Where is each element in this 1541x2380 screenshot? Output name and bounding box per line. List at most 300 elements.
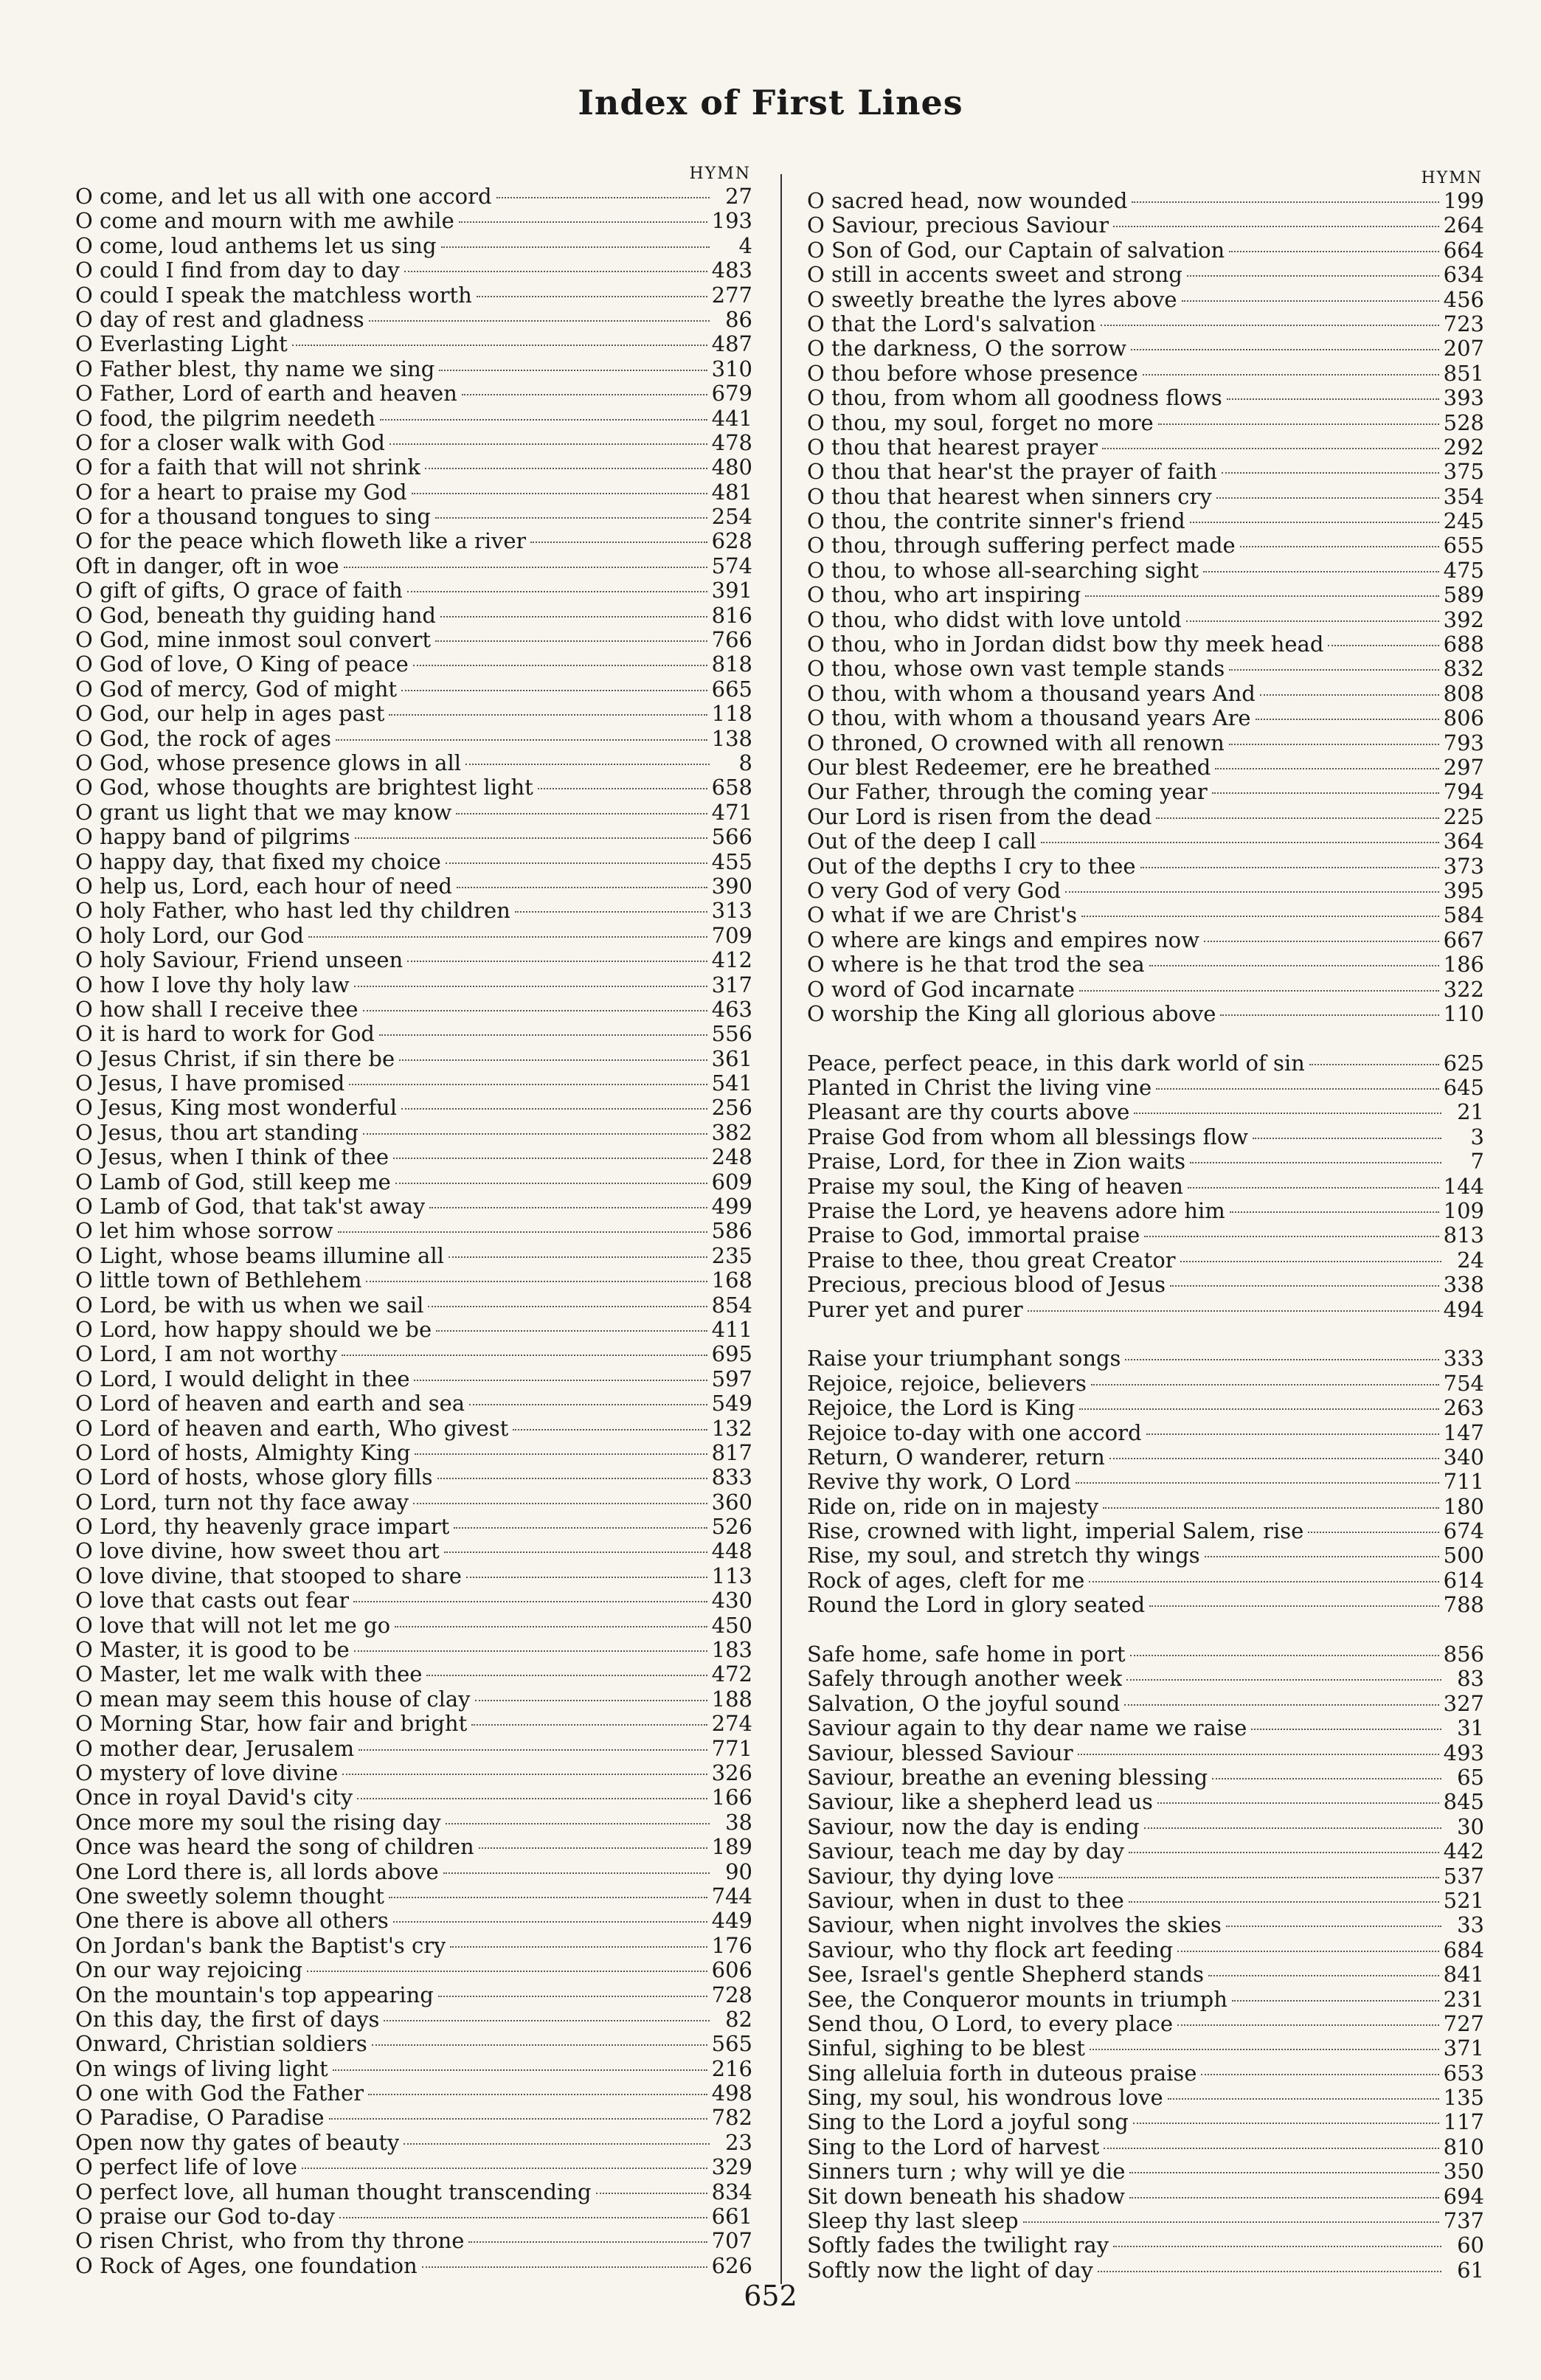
first-line-text: O thou, who didst with love untold: [807, 607, 1182, 632]
hymn-number: 441: [711, 406, 752, 431]
hymn-number: 589: [1443, 583, 1484, 608]
hymn-number: 442: [1443, 1839, 1484, 1864]
dot-leader: [1079, 990, 1439, 992]
first-line-text: Peace, perfect peace, in this dark world of sin: [807, 1051, 1305, 1076]
index-entry: [807, 1002, 1484, 1026]
dot-leader: [1079, 1408, 1438, 1410]
dot-leader: [414, 1380, 707, 1381]
dot-leader: [1132, 201, 1438, 203]
first-line-text: O food, the pilgrim needeth: [75, 406, 375, 431]
first-line-text: O love that casts out fear: [75, 1588, 350, 1613]
index-entry: [75, 1712, 752, 1736]
hymn-number: 27: [725, 184, 752, 209]
hymn-number: 329: [711, 2155, 752, 2180]
dot-leader: [1103, 1507, 1439, 1509]
dot-leader: [413, 665, 707, 666]
hymn-number: 455: [711, 849, 752, 874]
index-entry: [75, 2131, 752, 2155]
hymn-number: 412: [711, 948, 752, 973]
hymn-number: 30: [1457, 1814, 1484, 1839]
index-entry: [807, 829, 1484, 854]
hymn-number: 61: [1457, 2258, 1484, 2283]
first-line-text: O for a faith that will not shrink: [75, 455, 420, 480]
first-line-text: O Jesus, King most wonderful: [75, 1096, 398, 1121]
left-column: [75, 164, 752, 2278]
index-entry: [807, 336, 1484, 361]
hymn-number: 322: [1443, 977, 1484, 1002]
first-line-text: O thou, to whose all-searching sight: [807, 558, 1199, 583]
hymn-number: 360: [711, 1490, 752, 1515]
first-line-text: O risen Christ, who from thy throne: [75, 2229, 465, 2254]
dot-leader: [342, 1355, 707, 1356]
hymn-number: 744: [711, 1883, 752, 1909]
dot-leader: [469, 1404, 707, 1405]
first-line-text: O could I find from day to day: [75, 258, 400, 283]
index-entry: [75, 1737, 752, 1761]
hymn-number: 110: [1443, 1001, 1484, 1026]
first-line-text: O thou, from whom all goodness flows: [807, 386, 1222, 411]
first-line-text: Salvation, O the joyful sound: [807, 1691, 1121, 1716]
hymn-number: 188: [711, 1687, 752, 1712]
index-entry: [807, 1765, 1484, 1790]
dot-leader: [1129, 2197, 1439, 2199]
first-line-text: Praise the Lord, ye heavens adore him: [807, 1199, 1225, 1224]
column-divider: [780, 174, 782, 2284]
page-number: 652: [744, 2280, 797, 2312]
hymn-number: 480: [711, 455, 752, 480]
index-entry: [807, 780, 1484, 804]
index-entry: [807, 1248, 1484, 1273]
first-line-text: O thou, the contrite sinner's friend: [807, 509, 1185, 534]
hymn-number: 235: [711, 1243, 752, 1268]
dot-leader: [1144, 1827, 1441, 1829]
index-entry: [807, 362, 1484, 386]
dot-leader: [457, 887, 707, 888]
index-entry: [807, 2184, 1484, 2209]
dot-leader: [1098, 2271, 1441, 2272]
index-entry: [807, 1100, 1484, 1124]
hymn-number: 754: [1443, 1371, 1484, 1396]
index-entry: [75, 1244, 752, 1268]
hymn-number: 584: [1443, 903, 1484, 928]
hymn-number: 277: [711, 283, 752, 308]
dot-leader: [429, 1207, 707, 1208]
first-line-text: Sing, my soul, his wondrous love: [807, 2086, 1163, 2111]
first-line-text: Praise, Lord, for thee in Zion waits: [807, 1149, 1186, 1175]
index-entry: [75, 1958, 752, 1982]
dot-leader: [1190, 1162, 1441, 1163]
first-line-text: O God of mercy, God of might: [75, 677, 398, 702]
dot-leader: [1149, 965, 1439, 966]
first-line-text: Pleasant are thy courts above: [807, 1100, 1130, 1125]
first-line-text: Our Lord is risen from the dead: [807, 804, 1152, 829]
dot-leader: [1230, 1211, 1439, 1213]
index-entry: [75, 677, 752, 702]
hymn-number: 21: [1457, 1100, 1484, 1125]
dot-leader: [353, 1601, 707, 1602]
index-entry: [807, 879, 1484, 903]
index-entry: [75, 997, 752, 1022]
first-line-text: Sit down beneath his shadow: [807, 2184, 1125, 2209]
hymn-number: 841: [1443, 1962, 1484, 1988]
dot-leader: [1253, 1138, 1441, 1139]
hymn-number: 113: [711, 1563, 752, 1588]
dot-leader: [1222, 472, 1439, 474]
index-entry: [807, 1962, 1484, 1987]
dot-leader: [1232, 2000, 1439, 2002]
dot-leader: [1226, 1926, 1441, 1927]
first-line-text: Praise to thee, thou great Creator: [807, 1248, 1176, 1273]
index-entry: [75, 1539, 752, 1563]
hymn-number: 851: [1443, 361, 1484, 386]
hymn-number: 628: [711, 529, 752, 554]
first-line-text: O the darkness, O the sorrow: [807, 336, 1127, 362]
hymn-number: 456: [1443, 287, 1484, 312]
index-entry: [807, 1223, 1484, 1248]
hymn-number: 655: [1443, 533, 1484, 558]
hymn-number: 138: [711, 726, 752, 751]
first-line-text: Round the Lord in glory seated: [807, 1593, 1146, 1618]
hymn-number: 737: [1443, 2209, 1484, 2234]
dot-leader: [437, 1478, 707, 1479]
hymn-number: 521: [1443, 1888, 1484, 1913]
dot-leader: [1188, 1187, 1439, 1189]
dot-leader: [1212, 792, 1439, 794]
right-entries: [807, 189, 1484, 2283]
hymn-number: 664: [1443, 238, 1484, 263]
first-line-text: Our Father, through the coming year: [807, 780, 1208, 805]
first-line-text: Rejoice, the Lord is King: [807, 1396, 1076, 1421]
hymn-number: 186: [1443, 952, 1484, 978]
hymn-number: 834: [711, 2179, 752, 2204]
hymn-number: 566: [711, 825, 752, 850]
index-entry: [75, 578, 752, 603]
first-line-text: O day of rest and gladness: [75, 307, 364, 332]
dot-leader: [1131, 349, 1439, 350]
page-title: Index of First Lines: [578, 83, 963, 122]
dot-leader: [401, 1108, 707, 1110]
hymn-number: 478: [711, 430, 752, 455]
first-line-text: Saviour, when night involves the skies: [807, 1913, 1222, 1938]
index-entry: [75, 1170, 752, 1194]
first-line-text: O love divine, that stooped to share: [75, 1563, 462, 1588]
first-line-text: O Lord, thy heavenly grace impart: [75, 1515, 450, 1540]
index-entry: [807, 1175, 1484, 1199]
index-entry: [807, 1125, 1484, 1149]
index-entry: [75, 727, 752, 751]
first-line-text: One sweetly solemn thought: [75, 1883, 384, 1909]
dot-leader: [436, 1330, 707, 1332]
dot-leader: [428, 1306, 707, 1307]
hymn-number: 248: [711, 1145, 752, 1170]
hymn-number: 144: [1443, 1174, 1484, 1199]
hymn-number: 166: [711, 1785, 752, 1810]
index-entry: [75, 628, 752, 652]
first-line-text: On Jordan's bank the Baptist's cry: [75, 1933, 446, 1958]
hymn-number: 845: [1443, 1790, 1484, 1815]
first-line-text: Sing to the Lord a joyful song: [807, 2110, 1129, 2135]
first-line-text: O holy Lord, our God: [75, 923, 304, 948]
index-entry: [807, 1346, 1484, 1371]
hymn-number: 695: [711, 1342, 752, 1367]
index-entry: [75, 407, 752, 431]
index-entry: [75, 455, 752, 480]
hymn-number: 373: [1443, 854, 1484, 879]
dot-leader: [1186, 620, 1439, 622]
dot-leader: [333, 2069, 707, 2071]
index-entry: [807, 731, 1484, 755]
dot-leader: [1041, 842, 1439, 843]
first-line-text: O Father blest, thy name we sing: [75, 356, 435, 381]
index-entry: [75, 2106, 752, 2130]
dot-leader: [443, 1872, 710, 1874]
hymn-number: 684: [1443, 1937, 1484, 1962]
index-entry: [807, 608, 1484, 632]
index-entry: [75, 1367, 752, 1391]
dot-leader: [1129, 1901, 1439, 1903]
hymn-number: 816: [711, 603, 752, 628]
dot-leader: [425, 468, 707, 469]
dot-leader: [1251, 1729, 1441, 1730]
hymn-number: 528: [1443, 410, 1484, 435]
first-line-text: Praise God from whom all blessings flow: [807, 1124, 1249, 1149]
first-line-text: On the mountain's top appearing: [75, 1982, 434, 2007]
hymn-number: 33: [1457, 1913, 1484, 1938]
first-line-text: O how shall I receive thee: [75, 997, 359, 1022]
hymn-number: 60: [1457, 2233, 1484, 2258]
first-line-text: Saviour, like a shepherd lead us: [807, 1790, 1153, 1815]
hymn-number: 494: [1443, 1297, 1484, 1322]
section-spacer: [807, 1618, 1484, 1642]
first-line-text: Sing to the Lord of harvest: [807, 2134, 1100, 2159]
index-entry: [807, 1199, 1484, 1223]
first-line-text: O sweetly breathe the lyres above: [807, 287, 1177, 312]
left-entries: [75, 184, 752, 2278]
hymn-number: 180: [1443, 1494, 1484, 1519]
dot-leader: [1144, 1236, 1438, 1237]
hymn-number: 82: [725, 2007, 752, 2032]
index-entry: [807, 657, 1484, 681]
hymn-number: 499: [711, 1194, 752, 1220]
first-line-text: O throned, O crowned with all renown: [807, 730, 1225, 755]
first-line-text: O thou, my soul, forget no more: [807, 410, 1154, 435]
hymn-number: 117: [1443, 2110, 1484, 2135]
hymn-number: 694: [1443, 2184, 1484, 2209]
first-line-text: O happy band of pilgrims: [75, 825, 350, 850]
first-line-text: Softly fades the twilight ray: [807, 2233, 1109, 2258]
index-entry: [807, 288, 1484, 312]
hymn-number: 317: [711, 972, 752, 997]
index-entry: [75, 1662, 752, 1687]
index-entry: [75, 850, 752, 874]
first-line-text: O thou that hear'st the prayer of faith: [807, 460, 1217, 485]
hymn-number: 481: [711, 480, 752, 505]
dot-leader: [596, 2193, 707, 2194]
index-entry: [75, 2057, 752, 2081]
hymn-number: 463: [711, 997, 752, 1022]
first-line-text: Send thou, O Lord, to every place: [807, 2011, 1174, 2036]
dot-leader: [354, 1650, 707, 1652]
index-entry: [807, 558, 1484, 583]
index-entry: [75, 1268, 752, 1293]
index-entry: [75, 480, 752, 505]
index-entry: [75, 1835, 752, 1859]
index-entry: [75, 973, 752, 997]
dot-leader: [1126, 1679, 1441, 1681]
index-entry: [807, 1692, 1484, 1716]
dot-leader: [1129, 1852, 1439, 1853]
first-line-text: Rejoice to-day with one accord: [807, 1420, 1142, 1445]
index-entry: [807, 1298, 1484, 1322]
hymn-number: 574: [711, 553, 752, 578]
first-line-text: Once was heard the song of children: [75, 1835, 474, 1860]
hymn-number: 193: [711, 209, 752, 234]
hymn-number: 586: [711, 1219, 752, 1244]
first-line-text: O love divine, how sweet thou art: [75, 1539, 440, 1564]
first-line-text: O thou, with whom a thousand years And: [807, 681, 1256, 706]
first-line-text: One there is above all others: [75, 1909, 389, 1934]
hymn-number: 493: [1443, 1740, 1484, 1765]
dot-leader: [1156, 817, 1438, 819]
first-line-text: O still in accents sweet and strong: [807, 263, 1182, 288]
hymn-number: 810: [1443, 2134, 1484, 2159]
index-entry: [807, 1273, 1484, 1297]
first-line-text: O Everlasting Light: [75, 332, 288, 357]
index-entry: [75, 209, 752, 233]
hymn-number: 813: [1443, 1223, 1484, 1248]
right-column: [807, 164, 1484, 2283]
hymn-number: 83: [1457, 1667, 1484, 1692]
hymn-number: 132: [711, 1416, 752, 1441]
dot-leader: [1158, 423, 1439, 425]
first-line-text: Rise, my soul, and stretch thy wings: [807, 1543, 1200, 1568]
hymn-number: 90: [725, 1859, 752, 1884]
index-entry: [807, 263, 1484, 287]
dot-leader: [1089, 1581, 1438, 1582]
index-entry: [75, 1884, 752, 1909]
first-line-text: O holy Father, who hast led thy children: [75, 899, 510, 924]
dot-leader: [1201, 2074, 1438, 2075]
first-line-text: O God of love, O King of peace: [75, 652, 409, 677]
hymn-number: 597: [711, 1366, 752, 1391]
index-entry: [75, 332, 752, 356]
first-line-text: O gift of gifts, O grace of faith: [75, 578, 403, 603]
index-entry: [807, 2061, 1484, 2086]
dot-leader: [363, 1133, 707, 1135]
hymn-number: 472: [711, 1662, 752, 1687]
hymn-number: 653: [1443, 2061, 1484, 2086]
hymn-number: 390: [711, 874, 752, 899]
hymn-column-header-left: HYMN: [689, 165, 751, 183]
index-entry: [807, 1051, 1484, 1076]
hymn-number: 449: [711, 1909, 752, 1934]
hymn-number: 788: [1443, 1593, 1484, 1618]
hymn-number: 23: [725, 2130, 752, 2155]
first-line-text: O thou, who in Jordan didst bow thy meek head: [807, 632, 1324, 657]
hymn-number: 450: [711, 1613, 752, 1638]
first-line-text: Rejoice, rejoice, believers: [807, 1371, 1087, 1396]
dot-leader: [308, 936, 707, 938]
index-entry: [75, 1416, 752, 1441]
first-line-text: O Jesus Christ, if sin there be: [75, 1046, 395, 1071]
dot-leader: [395, 1626, 707, 1627]
first-line-text: O mean may seem this house of clay: [75, 1687, 471, 1712]
first-line-text: O where are kings and empires now: [807, 927, 1199, 952]
first-line-text: Saviour again to thy dear name we raise: [807, 1716, 1247, 1741]
dot-leader: [538, 788, 707, 789]
index-entry: [807, 1815, 1484, 1839]
dot-leader: [1208, 1975, 1439, 1976]
index-entry: [807, 1149, 1484, 1174]
hymn-number: 8: [738, 750, 752, 775]
first-line-text: Oft in danger, oft in woe: [75, 553, 339, 578]
first-line-text: O thou, with whom a thousand years Are: [807, 706, 1251, 731]
dot-leader: [468, 2241, 707, 2243]
first-line-text: On this day, the first of days: [75, 2007, 380, 2032]
hymn-number: 556: [711, 1022, 752, 1047]
first-line-text: O grant us light that we may know: [75, 800, 452, 825]
dot-leader: [415, 1453, 707, 1455]
first-line-text: Sing alleluia forth in duteous praise: [807, 2061, 1197, 2086]
first-line-text: O Lord of heaven and earth, Who givest: [75, 1416, 509, 1441]
hymn-number: 225: [1443, 804, 1484, 829]
dot-leader: [1028, 1310, 1439, 1312]
first-line-text: Planted in Christ the living vine: [807, 1076, 1152, 1101]
hymn-number: 333: [1443, 1346, 1484, 1371]
index-entry: [807, 1642, 1484, 1667]
dot-leader: [389, 1897, 707, 1898]
index-entry: [75, 1219, 752, 1243]
index-entry: [807, 1371, 1484, 1396]
first-line-text: O Jesus, I have promised: [75, 1071, 345, 1096]
index-entry: [807, 509, 1484, 533]
first-line-text: O sacred head, now wounded: [807, 189, 1128, 213]
index-entry: [807, 1519, 1484, 1543]
first-line-text: Revive thy work, O Lord: [807, 1470, 1071, 1495]
dot-leader: [372, 2044, 707, 2046]
hymn-number: 471: [711, 800, 752, 825]
dot-leader: [1309, 1064, 1439, 1065]
dot-leader: [1220, 1014, 1438, 1016]
hymn-number: 498: [711, 2081, 752, 2106]
index-entry: [75, 1490, 752, 1515]
dot-leader: [1134, 1113, 1441, 1114]
first-line-text: See, Israel's gentle Shepherd stands: [807, 1962, 1205, 1988]
hymn-number: 24: [1457, 1248, 1484, 1273]
dot-leader: [530, 542, 707, 543]
first-line-text: O come and mourn with me awhile: [75, 209, 454, 234]
index-entry: [75, 1588, 752, 1613]
hymn-number: 430: [711, 1588, 752, 1613]
hymn-number: 392: [1443, 607, 1484, 632]
hymn-number: 31: [1457, 1716, 1484, 1741]
index-entry: [807, 1421, 1484, 1445]
dot-leader: [339, 2217, 707, 2218]
hymn-number: 274: [711, 1712, 752, 1737]
first-line-text: O Lord of hosts, whose glory fills: [75, 1465, 433, 1490]
first-line-text: O word of God incarnate: [807, 977, 1075, 1002]
dot-leader: [1229, 744, 1439, 745]
dot-leader: [1140, 867, 1439, 868]
dot-leader: [329, 2118, 707, 2120]
first-line-text: O happy day, that fixed my choice: [75, 849, 441, 874]
index-entry: [75, 1391, 752, 1416]
hymn-number: 526: [711, 1515, 752, 1540]
index-entry: [807, 978, 1484, 1002]
dot-leader: [404, 271, 707, 272]
dot-leader: [479, 1847, 707, 1849]
first-line-text: O thou before whose presence: [807, 361, 1138, 386]
